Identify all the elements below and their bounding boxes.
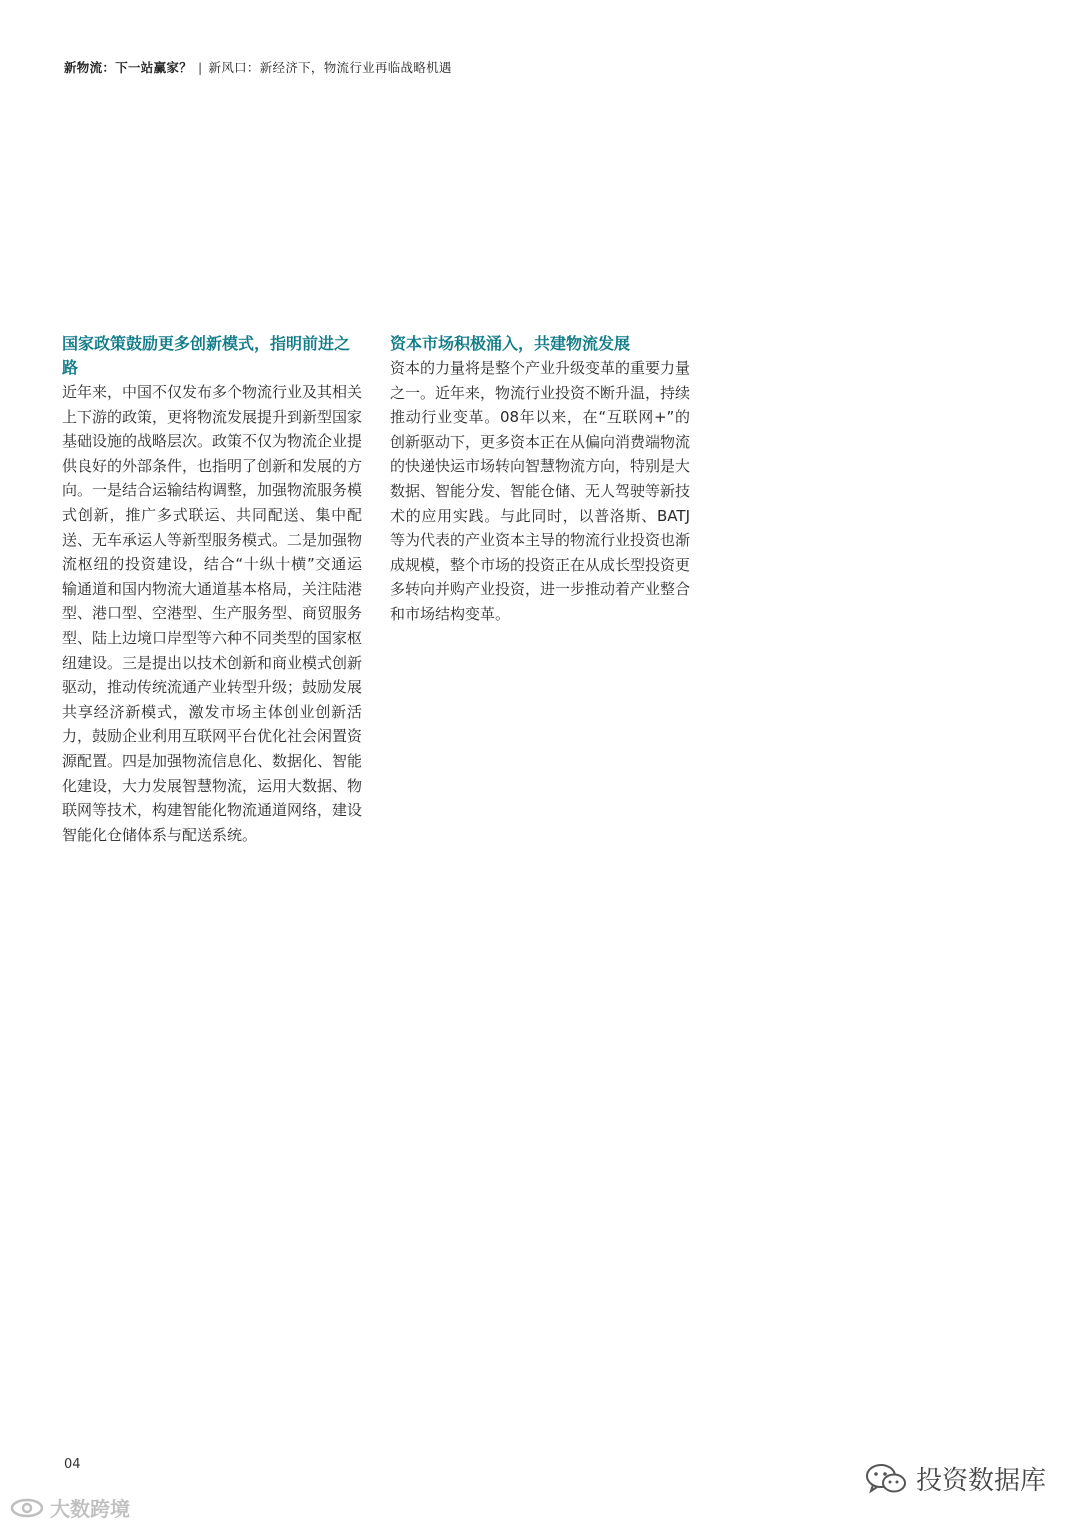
eye-logo-icon (10, 1497, 44, 1519)
header-separator: | (198, 60, 203, 75)
header-title: 新物流：下一站赢家？ (64, 60, 193, 75)
right-section-heading: 资本市场积极涌入，共建物流发展 (390, 334, 631, 353)
left-section-body: 近年来，中国不仅发布多个物流行业及其相关上下游的政策，更将物流发展提升到新型国家基础设施的战略层次。政策不仅为物流企业提供良好的外部条件，也指明了创新和发展的方向。一是结合运输结构调整，加强物流服务模式创新，推广多式联运、共同配送、集中配送、无车承运人等新型服务模式。二是加强物流枢纽的投资建设，结合“十纵十横”交通运输通道和国内物流大通道基本格局，关注陆港型、港口型、空港型、生产服务型、商贸服务型、陆上边境口岸型等六种不同类型的国家枢纽建设。三是提出以技术创新和商业模式创新驱动，推动传统流通产业转型升级；鼓励发展共享经济新模式，激发市场主体创业创新活力，鼓励企业利用互联网平台优化社会闲置资源配置。四是加强物流信息化、数据化、智能化建设，大力发展智慧物流，运用大数据、物联网等技术，构建智能化物流通道网络，建设智能化仓储体系与配送系统。 (62, 383, 363, 844)
left-column (62, 332, 362, 847)
right-column (390, 332, 690, 627)
left-section-heading: 国家政策鼓励更多创新模式，指明前进之路 (62, 334, 351, 377)
wechat-icon (864, 1462, 908, 1496)
running-header (64, 58, 452, 76)
watermark-left (10, 1493, 130, 1522)
watermark-left-text: 大数跨境 (50, 1497, 130, 1521)
header-subtitle: 新风口：新经济下，物流行业再临战略机遇 (208, 60, 452, 75)
watermark-right-text: 投资数据库 (915, 1466, 1046, 1496)
watermark-right (864, 1460, 1046, 1497)
page-number: 04 (64, 1457, 81, 1472)
right-section-body: 资本的力量将是整个产业升级变革的重要力量之一。近年来，物流行业投资不断升温，持续推动行业变革。08年以来，在“互联网+”的创新驱动下，更多资本正在从偏向消费端物流的快递快运市场转向智慧物流方向，特别是大数据、智能分发、智能仓储、无人驾驶等新技术的应用实践。与此同时，以普洛斯、BATJ等为代表的产业资本主导的物流行业投资也渐成规模，整个市场的投资正在从成长型投资更多转向并购产业投资，进一步推动着产业整合和市场结构变革。 (390, 359, 691, 623)
